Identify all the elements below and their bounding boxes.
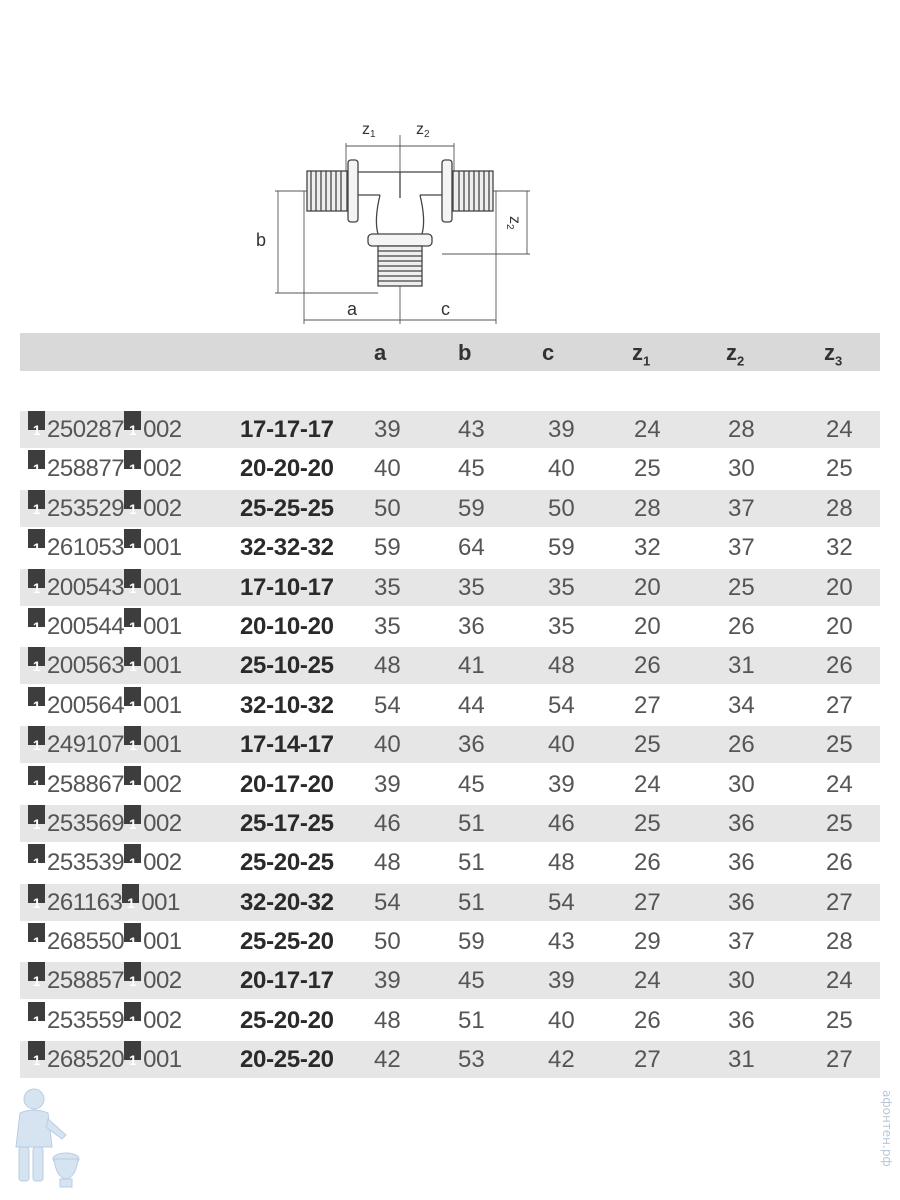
cell-z2: 37 bbox=[728, 494, 755, 522]
article-suffix: 001 bbox=[143, 573, 182, 601]
cell-c: 40 bbox=[548, 731, 575, 759]
table-row bbox=[20, 805, 880, 842]
cell-c: 43 bbox=[548, 928, 575, 956]
table-row bbox=[20, 450, 880, 487]
cell-z3: 28 bbox=[826, 494, 853, 522]
article-code: 200563 bbox=[47, 652, 125, 680]
cell-b: 51 bbox=[458, 809, 485, 837]
article-number bbox=[28, 529, 182, 567]
z1-label: z1 bbox=[362, 121, 376, 140]
cell-z1: 26 bbox=[634, 849, 661, 877]
article-code: 258877 bbox=[47, 455, 125, 483]
cell-z3: 24 bbox=[826, 967, 853, 995]
b-label: b bbox=[256, 230, 267, 250]
article-mid-badge: 1 bbox=[124, 569, 141, 588]
cell-a: 39 bbox=[374, 967, 401, 995]
article-prefix-badge: 1 bbox=[28, 805, 45, 824]
dimension-size: 25-10-25 bbox=[240, 652, 334, 680]
cell-z1: 25 bbox=[634, 455, 661, 483]
cell-z1: 28 bbox=[634, 494, 661, 522]
article-mid-badge: 1 bbox=[122, 884, 139, 903]
article-mid-badge: 1 bbox=[124, 805, 141, 824]
article-number bbox=[28, 805, 182, 843]
cell-z1: 24 bbox=[634, 770, 661, 798]
article-prefix-badge: 1 bbox=[28, 962, 45, 981]
article-suffix: 001 bbox=[143, 652, 182, 680]
cell-a: 50 bbox=[374, 928, 401, 956]
article-number bbox=[28, 1002, 182, 1040]
article-mid-badge: 1 bbox=[124, 766, 141, 785]
dimension-lines bbox=[275, 135, 530, 324]
cell-a: 35 bbox=[374, 573, 401, 601]
article-number bbox=[28, 844, 182, 882]
cell-z2: 31 bbox=[728, 1046, 755, 1074]
article-code: 261163 bbox=[47, 888, 123, 916]
article-prefix-badge: 1 bbox=[28, 884, 45, 903]
cell-b: 43 bbox=[458, 416, 485, 443]
article-prefix-badge: 1 bbox=[28, 569, 45, 588]
table-row bbox=[20, 687, 880, 724]
cell-z2: 36 bbox=[728, 888, 755, 916]
cell-z3: 26 bbox=[826, 652, 853, 680]
cell-a: 48 bbox=[374, 652, 401, 680]
header-c: c bbox=[542, 340, 555, 365]
cell-c: 48 bbox=[548, 652, 575, 680]
table-row bbox=[20, 766, 880, 803]
cell-a: 40 bbox=[374, 455, 401, 483]
article-number bbox=[28, 1041, 182, 1079]
article-number bbox=[28, 569, 182, 607]
z2-top-label: z2 bbox=[416, 121, 430, 140]
cell-z1: 26 bbox=[634, 652, 661, 680]
header-z1: $z_1$ bbox=[632, 340, 651, 369]
header-a: a bbox=[374, 340, 387, 365]
cell-z1: 27 bbox=[634, 691, 661, 719]
article-prefix-badge: 1 bbox=[28, 529, 45, 548]
article-prefix-badge: 1 bbox=[28, 647, 45, 666]
article-prefix-badge: 1 bbox=[28, 844, 45, 863]
article-number bbox=[28, 608, 182, 646]
dimension-size: 20-10-20 bbox=[240, 612, 334, 640]
table-row bbox=[20, 1002, 880, 1039]
article-suffix: 002 bbox=[143, 849, 182, 877]
cell-z3: 27 bbox=[826, 691, 853, 719]
article-suffix: 001 bbox=[141, 888, 180, 916]
table-row bbox=[20, 923, 880, 960]
article-mid-badge: 1 bbox=[124, 490, 141, 509]
article-suffix: 001 bbox=[143, 612, 182, 640]
article-prefix-badge: 1 bbox=[28, 411, 45, 430]
cell-c: 35 bbox=[548, 612, 575, 640]
cell-z1: 24 bbox=[634, 967, 661, 995]
dimension-size: 20-25-20 bbox=[240, 1046, 334, 1074]
dimension-size: 25-17-25 bbox=[240, 809, 334, 837]
article-mid-badge: 1 bbox=[124, 726, 141, 745]
dimension-size: 20-20-20 bbox=[240, 455, 334, 483]
cell-b: 51 bbox=[458, 888, 485, 916]
cell-z2: 30 bbox=[728, 455, 755, 483]
cell-z1: 20 bbox=[634, 612, 661, 640]
article-number bbox=[28, 726, 182, 764]
article-code: 268520 bbox=[47, 1046, 125, 1074]
cell-c: 46 bbox=[548, 809, 575, 837]
tee-fitting-diagram bbox=[250, 110, 550, 330]
dimension-size: 25-25-20 bbox=[240, 928, 334, 956]
cell-c: 39 bbox=[548, 416, 575, 443]
cell-b: 45 bbox=[458, 455, 485, 483]
article-suffix: 002 bbox=[143, 1006, 182, 1034]
article-suffix: 002 bbox=[143, 770, 182, 798]
fitting-outline bbox=[307, 160, 493, 286]
article-prefix-badge: 1 bbox=[28, 766, 45, 785]
header-z3: $z_3$ bbox=[824, 340, 843, 369]
cell-z2: 26 bbox=[728, 731, 755, 759]
header-b: b bbox=[458, 340, 472, 365]
cell-z3: 27 bbox=[826, 1046, 853, 1074]
cell-a: 39 bbox=[374, 416, 401, 443]
article-mid-badge: 1 bbox=[124, 411, 141, 430]
table-row bbox=[20, 884, 880, 921]
cell-z3: 25 bbox=[826, 1006, 853, 1034]
z2-side-label: z2 bbox=[504, 216, 523, 230]
article-number bbox=[28, 687, 182, 725]
watermark-text: афонтен.рф bbox=[880, 1090, 894, 1167]
article-suffix: 001 bbox=[143, 534, 182, 562]
cell-a: 39 bbox=[374, 770, 401, 798]
cell-c: 50 bbox=[548, 494, 575, 522]
dimension-size: 17-17-17 bbox=[240, 416, 334, 443]
cell-z3: 28 bbox=[826, 928, 853, 956]
cell-z2: 36 bbox=[728, 849, 755, 877]
article-prefix-badge: 1 bbox=[28, 923, 45, 942]
article-code: 253559 bbox=[47, 1006, 125, 1034]
cell-z1: 26 bbox=[634, 1006, 661, 1034]
table-body bbox=[20, 411, 880, 1081]
article-mid-badge: 1 bbox=[124, 687, 141, 706]
dimension-size: 32-10-32 bbox=[240, 691, 334, 719]
article-prefix-badge: 1 bbox=[28, 490, 45, 509]
article-code: 261053 bbox=[47, 534, 125, 562]
article-code: 258867 bbox=[47, 770, 125, 798]
dimension-size: 17-10-17 bbox=[240, 573, 334, 601]
article-number bbox=[28, 490, 182, 528]
article-suffix: 001 bbox=[143, 928, 182, 956]
cell-a: 46 bbox=[374, 809, 401, 837]
cell-a: 54 bbox=[374, 888, 401, 916]
article-code: 249107 bbox=[47, 731, 125, 759]
table-row bbox=[20, 844, 880, 881]
cell-a: 48 bbox=[374, 1006, 401, 1034]
article-number bbox=[28, 766, 182, 804]
cell-a: 50 bbox=[374, 494, 401, 522]
cell-c: 39 bbox=[548, 770, 575, 798]
article-number bbox=[28, 923, 182, 961]
cell-c: 54 bbox=[548, 888, 575, 916]
article-code: 250287 bbox=[47, 416, 125, 443]
article-code: 253539 bbox=[47, 849, 125, 877]
cell-z2: 34 bbox=[728, 691, 755, 719]
cell-b: 36 bbox=[458, 612, 485, 640]
cell-a: 59 bbox=[374, 534, 401, 562]
cell-b: 59 bbox=[458, 928, 485, 956]
article-suffix: 002 bbox=[143, 494, 182, 522]
dimension-size: 20-17-17 bbox=[240, 967, 334, 995]
a-label: a bbox=[347, 299, 358, 319]
cell-a: 54 bbox=[374, 691, 401, 719]
article-prefix-badge: 1 bbox=[28, 608, 45, 627]
cell-z2: 25 bbox=[728, 573, 755, 601]
dimension-size: 25-20-20 bbox=[240, 1006, 334, 1034]
cell-z1: 32 bbox=[634, 534, 661, 562]
article-code: 268550 bbox=[47, 928, 125, 956]
cell-c: 39 bbox=[548, 967, 575, 995]
dimension-size: 32-32-32 bbox=[240, 534, 334, 562]
cell-z2: 36 bbox=[728, 809, 755, 837]
cell-z1: 27 bbox=[634, 1046, 661, 1074]
cell-z1: 24 bbox=[634, 416, 661, 443]
table-row bbox=[20, 1041, 880, 1078]
article-number bbox=[28, 962, 182, 1000]
cell-a: 40 bbox=[374, 731, 401, 759]
cell-b: 45 bbox=[458, 770, 485, 798]
table-row bbox=[20, 569, 880, 606]
cell-z2: 37 bbox=[728, 928, 755, 956]
dimension-size: 25-25-25 bbox=[240, 494, 334, 522]
cell-b: 51 bbox=[458, 849, 485, 877]
article-mid-badge: 1 bbox=[124, 608, 141, 627]
cell-z2: 28 bbox=[728, 416, 755, 443]
article-suffix: 001 bbox=[143, 1046, 182, 1074]
cell-z3: 25 bbox=[826, 809, 853, 837]
cell-b: 35 bbox=[458, 573, 485, 601]
cell-a: 42 bbox=[374, 1046, 401, 1074]
table-row bbox=[20, 490, 880, 527]
plumber-mascot-icon bbox=[6, 1085, 82, 1190]
article-code: 253569 bbox=[47, 809, 125, 837]
cell-z3: 32 bbox=[826, 534, 853, 562]
dimension-size: 32-20-32 bbox=[240, 888, 334, 916]
article-mid-badge: 1 bbox=[124, 647, 141, 666]
cell-z3: 24 bbox=[826, 416, 853, 443]
cell-b: 45 bbox=[458, 967, 485, 995]
article-mid-badge: 1 bbox=[124, 923, 141, 942]
cell-z2: 37 bbox=[728, 534, 755, 562]
cell-z3: 20 bbox=[826, 612, 853, 640]
dimension-size: 25-20-25 bbox=[240, 849, 334, 877]
article-suffix: 002 bbox=[143, 809, 182, 837]
article-prefix-badge: 1 bbox=[28, 1041, 45, 1060]
cell-c: 42 bbox=[548, 1046, 575, 1074]
article-number bbox=[28, 647, 182, 685]
article-number bbox=[28, 411, 182, 449]
article-code: 258857 bbox=[47, 967, 125, 995]
article-code: 200543 bbox=[47, 573, 125, 601]
c-label: c bbox=[441, 299, 450, 319]
cell-c: 54 bbox=[548, 691, 575, 719]
cell-b: 59 bbox=[458, 494, 485, 522]
cell-c: 35 bbox=[548, 573, 575, 601]
article-code: 200544 bbox=[47, 612, 125, 640]
cell-z3: 25 bbox=[826, 455, 853, 483]
article-suffix: 002 bbox=[143, 455, 182, 483]
cell-c: 40 bbox=[548, 1006, 575, 1034]
cell-z3: 25 bbox=[826, 731, 853, 759]
cell-z3: 27 bbox=[826, 888, 853, 916]
cell-b: 44 bbox=[458, 691, 485, 719]
table-row bbox=[20, 529, 880, 566]
article-mid-badge: 1 bbox=[124, 962, 141, 981]
cell-z3: 26 bbox=[826, 849, 853, 877]
article-number bbox=[28, 450, 182, 488]
article-mid-badge: 1 bbox=[124, 844, 141, 863]
cell-z2: 36 bbox=[728, 1006, 755, 1034]
article-suffix: 002 bbox=[143, 967, 182, 995]
article-suffix: 001 bbox=[143, 691, 182, 719]
table-row bbox=[20, 647, 880, 684]
cell-z1: 25 bbox=[634, 731, 661, 759]
cell-z2: 26 bbox=[728, 612, 755, 640]
cell-a: 48 bbox=[374, 849, 401, 877]
cell-z2: 30 bbox=[728, 770, 755, 798]
cell-a: 35 bbox=[374, 612, 401, 640]
article-prefix-badge: 1 bbox=[28, 1002, 45, 1021]
article-prefix-badge: 1 bbox=[28, 726, 45, 745]
header-z2: $z_2$ bbox=[726, 340, 745, 369]
dimension-size: 17-14-17 bbox=[240, 731, 334, 759]
table-row bbox=[20, 962, 880, 999]
article-code: 200564 bbox=[47, 691, 125, 719]
cell-z3: 20 bbox=[826, 573, 853, 601]
article-number bbox=[28, 884, 180, 922]
cell-b: 41 bbox=[458, 652, 485, 680]
article-prefix-badge: 1 bbox=[28, 687, 45, 706]
table-row bbox=[20, 726, 880, 763]
table-row bbox=[20, 411, 880, 448]
cell-b: 36 bbox=[458, 731, 485, 759]
article-suffix: 002 bbox=[143, 416, 182, 443]
cell-c: 59 bbox=[548, 534, 575, 562]
article-prefix-badge: 1 bbox=[28, 450, 45, 469]
article-mid-badge: 1 bbox=[124, 1041, 141, 1060]
article-mid-badge: 1 bbox=[124, 529, 141, 548]
cell-z1: 29 bbox=[634, 928, 661, 956]
cell-z2: 31 bbox=[728, 652, 755, 680]
article-mid-badge: 1 bbox=[124, 1002, 141, 1021]
article-code: 253529 bbox=[47, 494, 125, 522]
cell-b: 51 bbox=[458, 1006, 485, 1034]
table-header bbox=[20, 333, 880, 371]
cell-z2: 30 bbox=[728, 967, 755, 995]
cell-c: 40 bbox=[548, 455, 575, 483]
cell-z3: 24 bbox=[826, 770, 853, 798]
cell-b: 53 bbox=[458, 1046, 485, 1074]
cell-z1: 27 bbox=[634, 888, 661, 916]
cell-z1: 20 bbox=[634, 573, 661, 601]
table-row bbox=[20, 608, 880, 645]
article-suffix: 001 bbox=[143, 731, 182, 759]
cell-z1: 25 bbox=[634, 809, 661, 837]
cell-c: 48 bbox=[548, 849, 575, 877]
article-mid-badge: 1 bbox=[124, 450, 141, 469]
dimension-size: 20-17-20 bbox=[240, 770, 334, 798]
cell-b: 64 bbox=[458, 534, 485, 562]
